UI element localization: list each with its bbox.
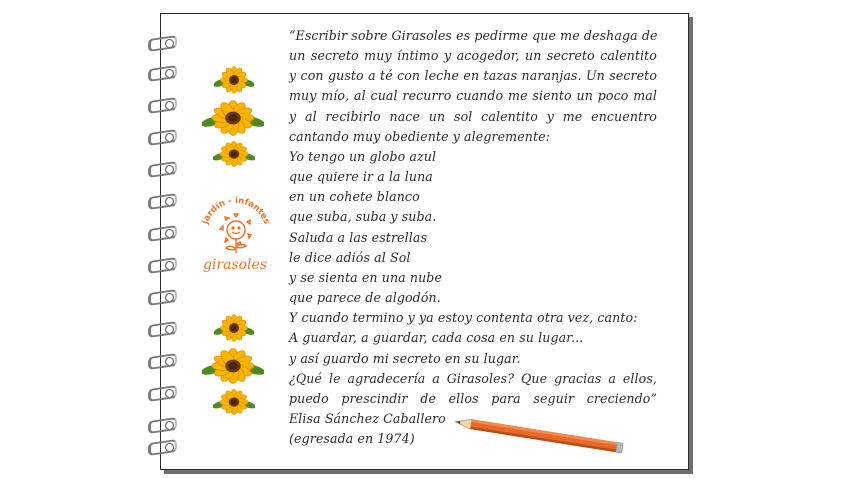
wire-loop — [148, 385, 177, 402]
poem-line: le dice adiós al Sol — [289, 249, 411, 265]
spiral-ring — [148, 194, 176, 206]
poem-line: Saluda a las estrellas — [289, 229, 428, 245]
spiral-ring — [148, 322, 176, 334]
sunflower-icon — [213, 141, 255, 167]
poem-line: un secreto muy íntimo y acogedor, un secreto calentito — [289, 48, 657, 64]
logo-name: girasoles — [202, 257, 268, 273]
poem-line: cantando muy obediente y alegremente: — [289, 128, 551, 144]
wire-loop — [148, 321, 177, 338]
poem-line: “Escribir sobre Girasoles es pedirme que me deshaga de — [289, 28, 658, 43]
poem-line: que parece de algodón. — [289, 290, 441, 306]
poem-line: que quiere ir a la luna — [289, 169, 433, 185]
spiral-ring — [148, 36, 176, 48]
sunflower-icon — [202, 348, 264, 384]
poem-line: ¿Qué le agradecería a Girasoles? Que gracias a ellos, — [289, 370, 657, 386]
spiral-ring — [148, 418, 176, 430]
poem-line: Elisa Sánchez Caballero — [289, 410, 446, 426]
logo-arc-text: jardín - infantes — [200, 195, 272, 226]
wire-loop — [148, 161, 177, 178]
wire-loop — [148, 65, 177, 82]
sunflower-icon — [213, 389, 255, 415]
spiral-ring — [148, 162, 176, 174]
poem-line: Y cuando termino y ya estoy contenta otra vez, canto: — [289, 310, 638, 326]
spiral-ring — [148, 354, 176, 366]
wire-loop — [148, 257, 177, 274]
wire-loop — [148, 97, 177, 114]
jardin-girasoles-logo — [198, 193, 273, 283]
spiral-ring — [148, 98, 176, 110]
poem-line: A guardar, a guardar, cada cosa en su lugar... — [289, 330, 584, 346]
wire-loop — [148, 417, 177, 434]
spiral-ring — [148, 226, 176, 238]
wire-loop — [148, 193, 177, 210]
poem-line: en un cohete blanco — [289, 189, 420, 205]
wire-loop — [148, 289, 177, 306]
spiral-ring — [148, 130, 176, 142]
pencil-icon — [452, 417, 627, 457]
poem-line: y así guardo mi secreto en su lugar. — [289, 350, 521, 366]
wire-loop — [148, 35, 177, 52]
poem-line: y se sienta en una nube — [289, 269, 443, 285]
sunflower-icon — [214, 66, 254, 94]
spiral-ring — [148, 290, 176, 302]
poem-line: Yo tengo un globo azul — [289, 148, 437, 164]
wire-loop — [148, 225, 177, 242]
poem-line: (egresada en 1974) — [289, 431, 415, 447]
spiral-ring — [148, 66, 176, 78]
poem-line: muy mío, al cual recurro cuando me siento un poco mal — [289, 88, 657, 104]
sunflower-icon — [214, 314, 254, 342]
poem-line: y al recibirlo nace un sol calentito y me encuentro — [289, 108, 657, 124]
wire-loop — [148, 353, 177, 370]
spiral-binding — [148, 28, 178, 448]
spiral-ring — [148, 440, 176, 452]
spiral-ring — [148, 386, 176, 398]
poem-line: que suba, suba y suba. — [289, 209, 437, 225]
sunflower-icon — [202, 100, 264, 136]
poem-text — [289, 26, 657, 449]
wire-loop — [148, 129, 177, 146]
poem-line: y con gusto a té con leche en tazas naranjas. Un secreto — [289, 68, 657, 84]
poem-line: puedo prescindir de ellos para seguir creciendo” — [289, 390, 657, 406]
spiral-ring — [148, 258, 176, 270]
